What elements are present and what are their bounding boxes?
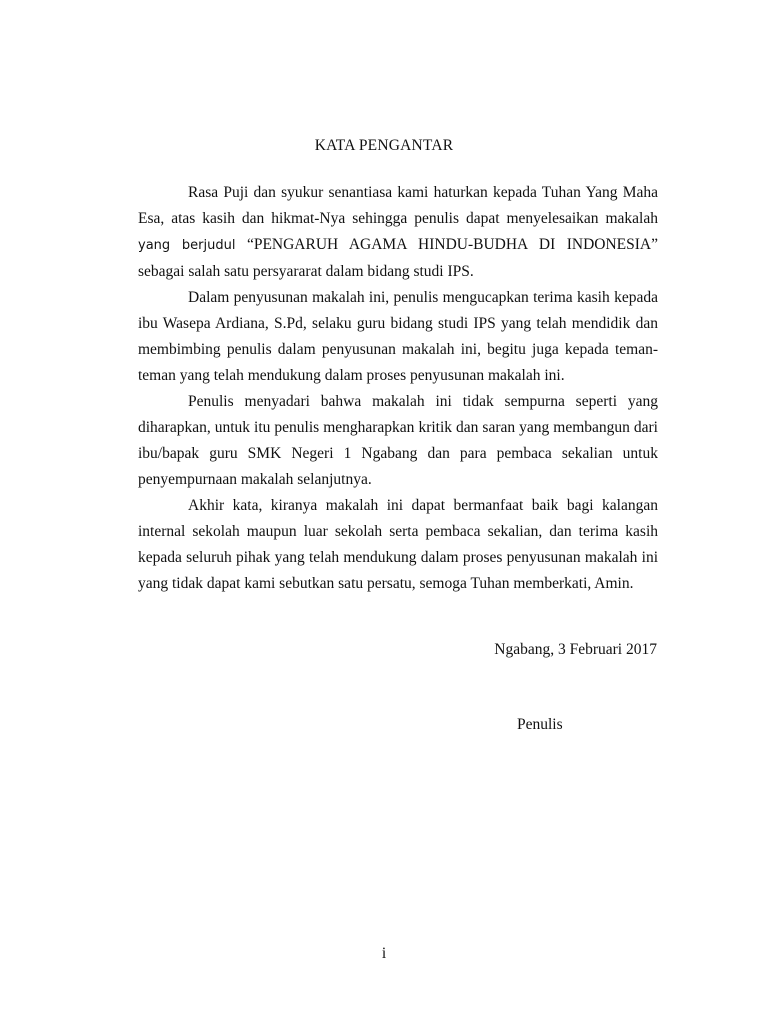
paragraph-1-after: “PENGARUH AGAMA HINDU-BUDHA DI INDONESIA” sebagai salah satu persyararat dalam bidang studi IPS. xyxy=(138,236,658,280)
paragraph-2: Dalam penyusunan makalah ini, penulis mengucapkan terima kasih kepada ibu Wasepa Ardiana, S.Pd, selaku guru bidang studi IPS yang telah mendidik dan membimbing penulis dalam penyusunan makalah ini, begitu juga kepada teman-teman yang telah mendukung dalam proses penyusunan makalah ini. xyxy=(138,289,658,384)
author-signature: Penulis xyxy=(517,716,563,733)
paragraph-1-before: Rasa Puji dan syukur senantiasa kami haturkan kepada Tuhan Yang Maha Esa, atas kasih dan hikmat-Nya sehingga penulis dapat menyelesaikan makalah xyxy=(138,184,658,227)
paragraph-3: Penulis menyadari bahwa makalah ini tidak sempurna seperti yang diharapkan, untuk itu penulis mengharapkan kritik dan saran yang membangun dari ibu/bapak guru SMK Negeri 1 Ngabang dan para pembaca sekalian untuk penyempurnaan makalah selanjutnya. xyxy=(138,393,658,488)
page-number: i xyxy=(381,945,387,962)
paragraph-1-inline: yang berjudul xyxy=(138,238,236,253)
document-body xyxy=(138,180,658,597)
page-title: KATA PENGANTAR xyxy=(314,137,454,154)
paragraph-4: Akhir kata, kiranya makalah ini dapat bermanfaat baik bagi kalangan internal sekolah maupun luar sekolah serta pembaca sekalian, dan terima kasih kepada seluruh pihak yang telah mendukung dalam proses penyusunan makalah ini yang tidak dapat kami sebutkan satu persatu, semoga Tuhan memberkati, Amin. xyxy=(138,497,658,592)
place-date: Ngabang, 3 Februari 2017 xyxy=(494,641,657,658)
paragraph-1 xyxy=(138,180,658,285)
